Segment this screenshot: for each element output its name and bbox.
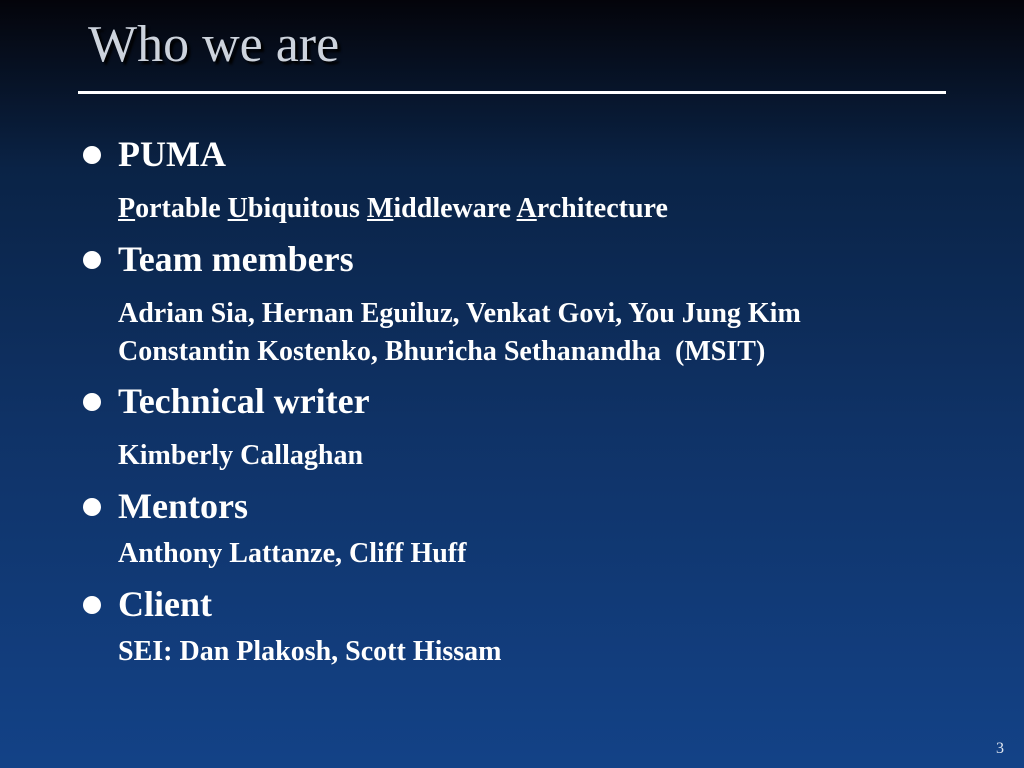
title-divider bbox=[78, 91, 946, 94]
mentors-names: Anthony Lattanze, Cliff Huff bbox=[118, 538, 467, 569]
section-heading-team-members: Team members bbox=[118, 239, 354, 279]
bullet-icon bbox=[83, 146, 101, 164]
page-number: 3 bbox=[996, 740, 1004, 757]
section-heading-mentors: Mentors bbox=[118, 486, 248, 526]
acronym-word-rest: ortable bbox=[135, 193, 228, 224]
acronym-initial: M bbox=[366, 193, 394, 224]
puma-acronym-expansion bbox=[118, 191, 668, 227]
bullet-icon bbox=[83, 596, 101, 614]
acronym-word-rest: iddleware bbox=[393, 193, 517, 224]
acronym-initial: P bbox=[118, 193, 136, 224]
acronym-word-rest: rchitecture bbox=[536, 193, 668, 224]
section-heading-client: Client bbox=[118, 584, 212, 624]
acronym-word-rest: biquitous bbox=[247, 193, 367, 224]
section-heading-puma: PUMA bbox=[118, 134, 226, 174]
team-members-line: Adrian Sia, Hernan Eguiluz, Venkat Govi, You Jung Kim bbox=[118, 298, 801, 329]
bullet-icon bbox=[83, 498, 101, 516]
acronym-initial: U bbox=[227, 193, 248, 224]
client-names: SEI: Dan Plakosh, Scott Hissam bbox=[118, 636, 502, 667]
bullet-icon bbox=[83, 393, 101, 411]
team-members-line: Constantin Kostenko, Bhuricha Sethanandha (MSIT) bbox=[118, 336, 766, 367]
slide-title: Who we are bbox=[88, 16, 340, 73]
bullet-icon bbox=[83, 251, 101, 269]
acronym-initial: A bbox=[516, 193, 537, 224]
section-heading-technical-writer: Technical writer bbox=[118, 381, 370, 421]
technical-writer-name: Kimberly Callaghan bbox=[118, 440, 364, 471]
